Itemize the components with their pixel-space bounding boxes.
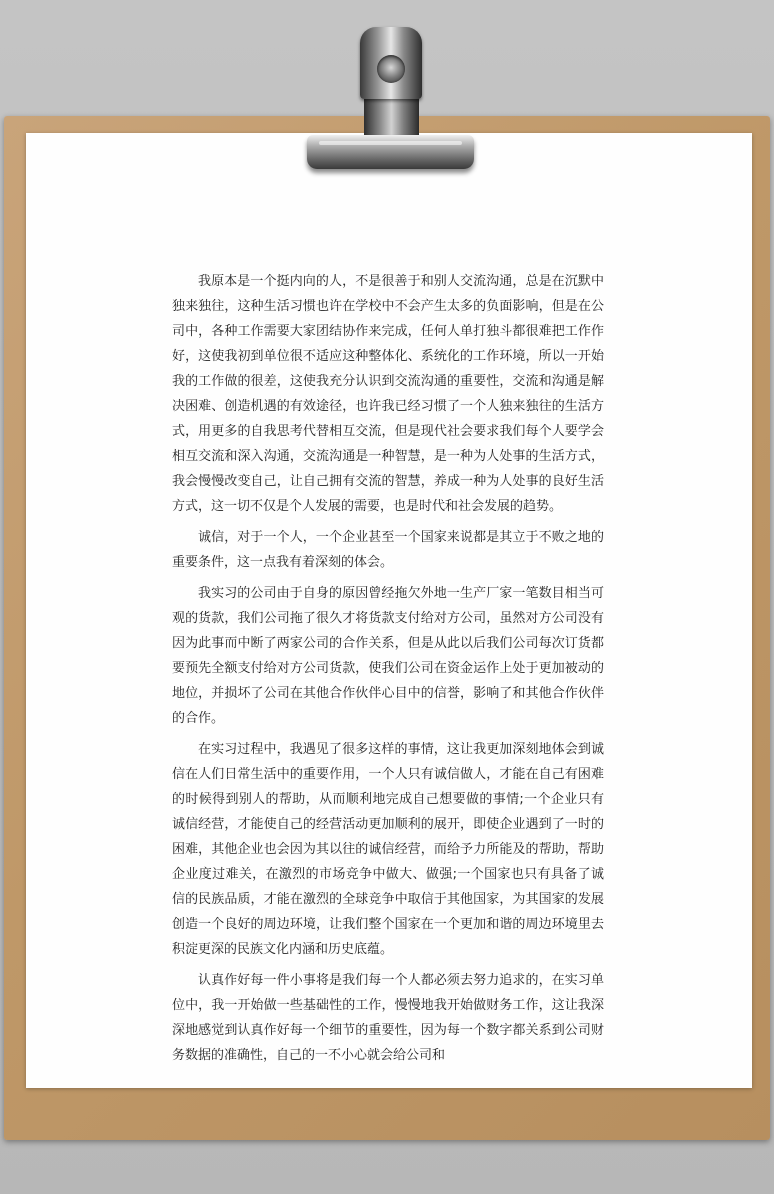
- document-body: [172, 269, 604, 1074]
- paragraph: 认真作好每一件小事将是我们每一个人都必须去努力追求的，在实习单位中，我一开始做一些基础性的工作，慢慢地我开始做财务工作，这让我深深地感觉到认真作好每一个细节的重要性，因为每一个数字都关系到公司财务数据的准确性，自己的一不小心就会给公司和: [172, 973, 604, 1063]
- paragraph: 在实习过程中，我遇见了很多这样的事情，这让我更加深刻地体会到诚信在人们日常生活中的重要作用，一个人只有诚信做人，才能在自己有困难的时候得到别人的帮助，从而顺利地完成自己想要做的事情;一个企业只有诚信经营，才能使自己的经营活动更加顺利的展开，即使企业遇到了一时的困难，其他企业也会因为其以往的诚信经营，而给予力所能及的帮助，帮助企业度过难关，在激烈的市场竞争中做大、做强;一个国家也只有具备了诚信的民族品质，才能在激烈的全球竞争中取信于其他国家，为其国家的发展创造一个良好的周边环境，让我们整个国家在一个更加和谐的周边环境里去积淀更深的民族文化内涵和历史底蕴。: [172, 742, 604, 957]
- paragraph: 诚信，对于一个人，一个企业甚至一个国家来说都是其立于不败之地的重要条件，这一点我有着深刻的体会。: [172, 530, 604, 570]
- paragraph: 我原本是一个挺内向的人，不是很善于和别人交流沟通，总是在沉默中独来独往，这种生活习惯也许在学校中不会产生太多的负面影响，但是在公司中，各种工作需要大家团结协作来完成，任何人单打独斗都很难把工作作好，这使我初到单位很不适应这种整体化、系统化的工作环境，所以一开始我的工作做的很差，这使我充分认识到交流沟通的重要性，交流和沟通是解决困难、创造机遇的有效途径，也许我已经习惯了一个人独来独往的生活方式，用更多的自我思考代替相互交流，但是现代社会要求我们每个人要学会相互交流和深入沟通，交流沟通是一种智慧，是一种为人处事的生活方式，我会慢慢改变自己，让自己拥有交流的智慧，养成一种为人处事的良好生活方式，这一切不仅是个人发展的需要，也是时代和社会发展的趋势。: [172, 274, 604, 514]
- paragraph: 我实习的公司由于自身的原因曾经拖欠外地一生产厂家一笔数目相当可观的货款，我们公司拖了很久才将货款支付给对方公司，虽然对方公司没有因为此事而中断了两家公司的合作关系，但是从此以后我们公司每次订货都要预先全额支付给对方公司货款，使我们公司在资金运作上处于更加被动的地位，并损坏了公司在其他合作伙伴心目中的信誉，影响了和其他合作伙伴的合作。: [172, 586, 604, 726]
